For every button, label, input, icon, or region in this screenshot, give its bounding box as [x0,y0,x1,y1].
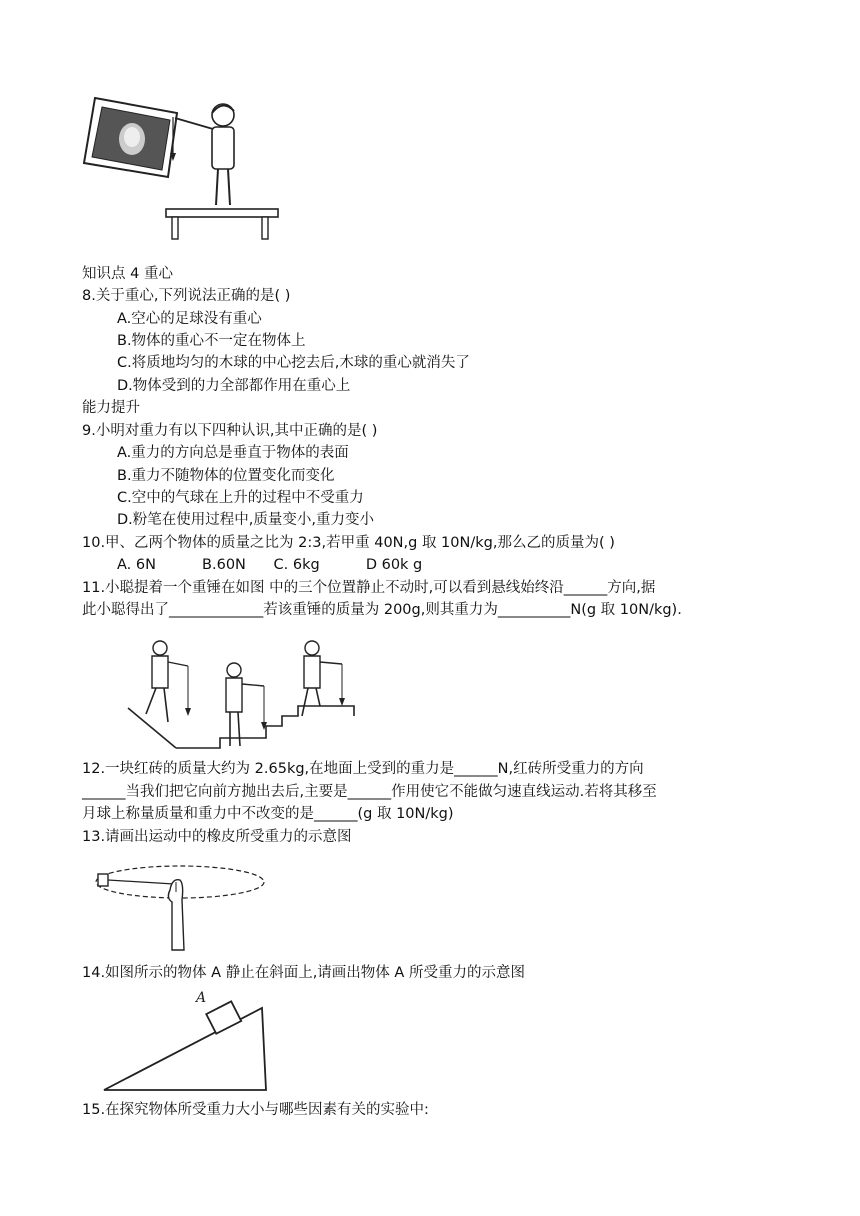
q12-line-3: 月球上称量质量和重力中不改变的是______(g 取 10N/kg) [82,806,454,822]
q8-option-d: D.物体受到的力全部都作用在重心上 [117,378,351,394]
incline-block-figure [100,988,270,1094]
q12-line-2: ______当我们把它向前方抛出去后,主要是______作用使它不能做匀速直线运动.若将其移至 [82,784,657,800]
q9-option-d: D.粉笔在使用过程中,质量变小,重力变小 [117,512,374,528]
stairs-plumb-figure [124,636,364,752]
q9-stem: 9.小明对重力有以下四种认识,其中正确的是( ) [82,423,378,439]
eraser-circle-figure [92,860,272,955]
q12-line-1: 12.一块红砖的质量大约为 2.65kg,在地面上受到的重力是______N,红砖所受重力的方向 [82,761,644,777]
section-heading-knowledge: 知识点 4 重心 [82,266,173,282]
q10-options: A. 6N B.60N C. 6kg D 60k g [117,557,423,573]
q13-stem: 13.请画出运动中的橡皮所受重力的示意图 [82,829,352,845]
q11-line-1: 11.小聪提着一个重锤在如图 中的三个位置静止不动时,可以看到悬线始终沿______方向,据 [82,580,656,596]
portrait-plumb-figure [80,95,280,245]
block-label-a: A [196,990,207,1006]
q9-option-c: C.空中的气球在上升的过程中不受重力 [117,490,364,506]
q8-option-a: A.空心的足球没有重心 [117,311,262,327]
q10-stem: 10.甲、乙两个物体的质量之比为 2:3,若甲重 40N,g 取 10N/kg,那么乙的质量为( ) [82,535,615,551]
q8-stem: 8.关于重心,下列说法正确的是( ) [82,288,291,304]
section-heading-ability: 能力提升 [82,400,140,416]
q8-option-b: B.物体的重心不一定在物体上 [117,333,306,349]
q8-option-c: C.将质地均匀的木球的中心挖去后,木球的重心就消失了 [117,355,470,371]
q14-stem: 14.如图所示的物体 A 静止在斜面上,请画出物体 A 所受重力的示意图 [82,965,525,981]
q11-line-2: 此小聪得出了_____________若该重锤的质量为 200g,则其重力为__________N(g 取 10N/kg). [82,602,682,618]
q9-option-a: A.重力的方向总是垂直于物体的表面 [117,445,349,461]
q9-option-b: B.重力不随物体的位置变化而变化 [117,468,335,484]
q15-stem: 15.在探究物体所受重力大小与哪些因素有关的实验中: [82,1102,429,1118]
